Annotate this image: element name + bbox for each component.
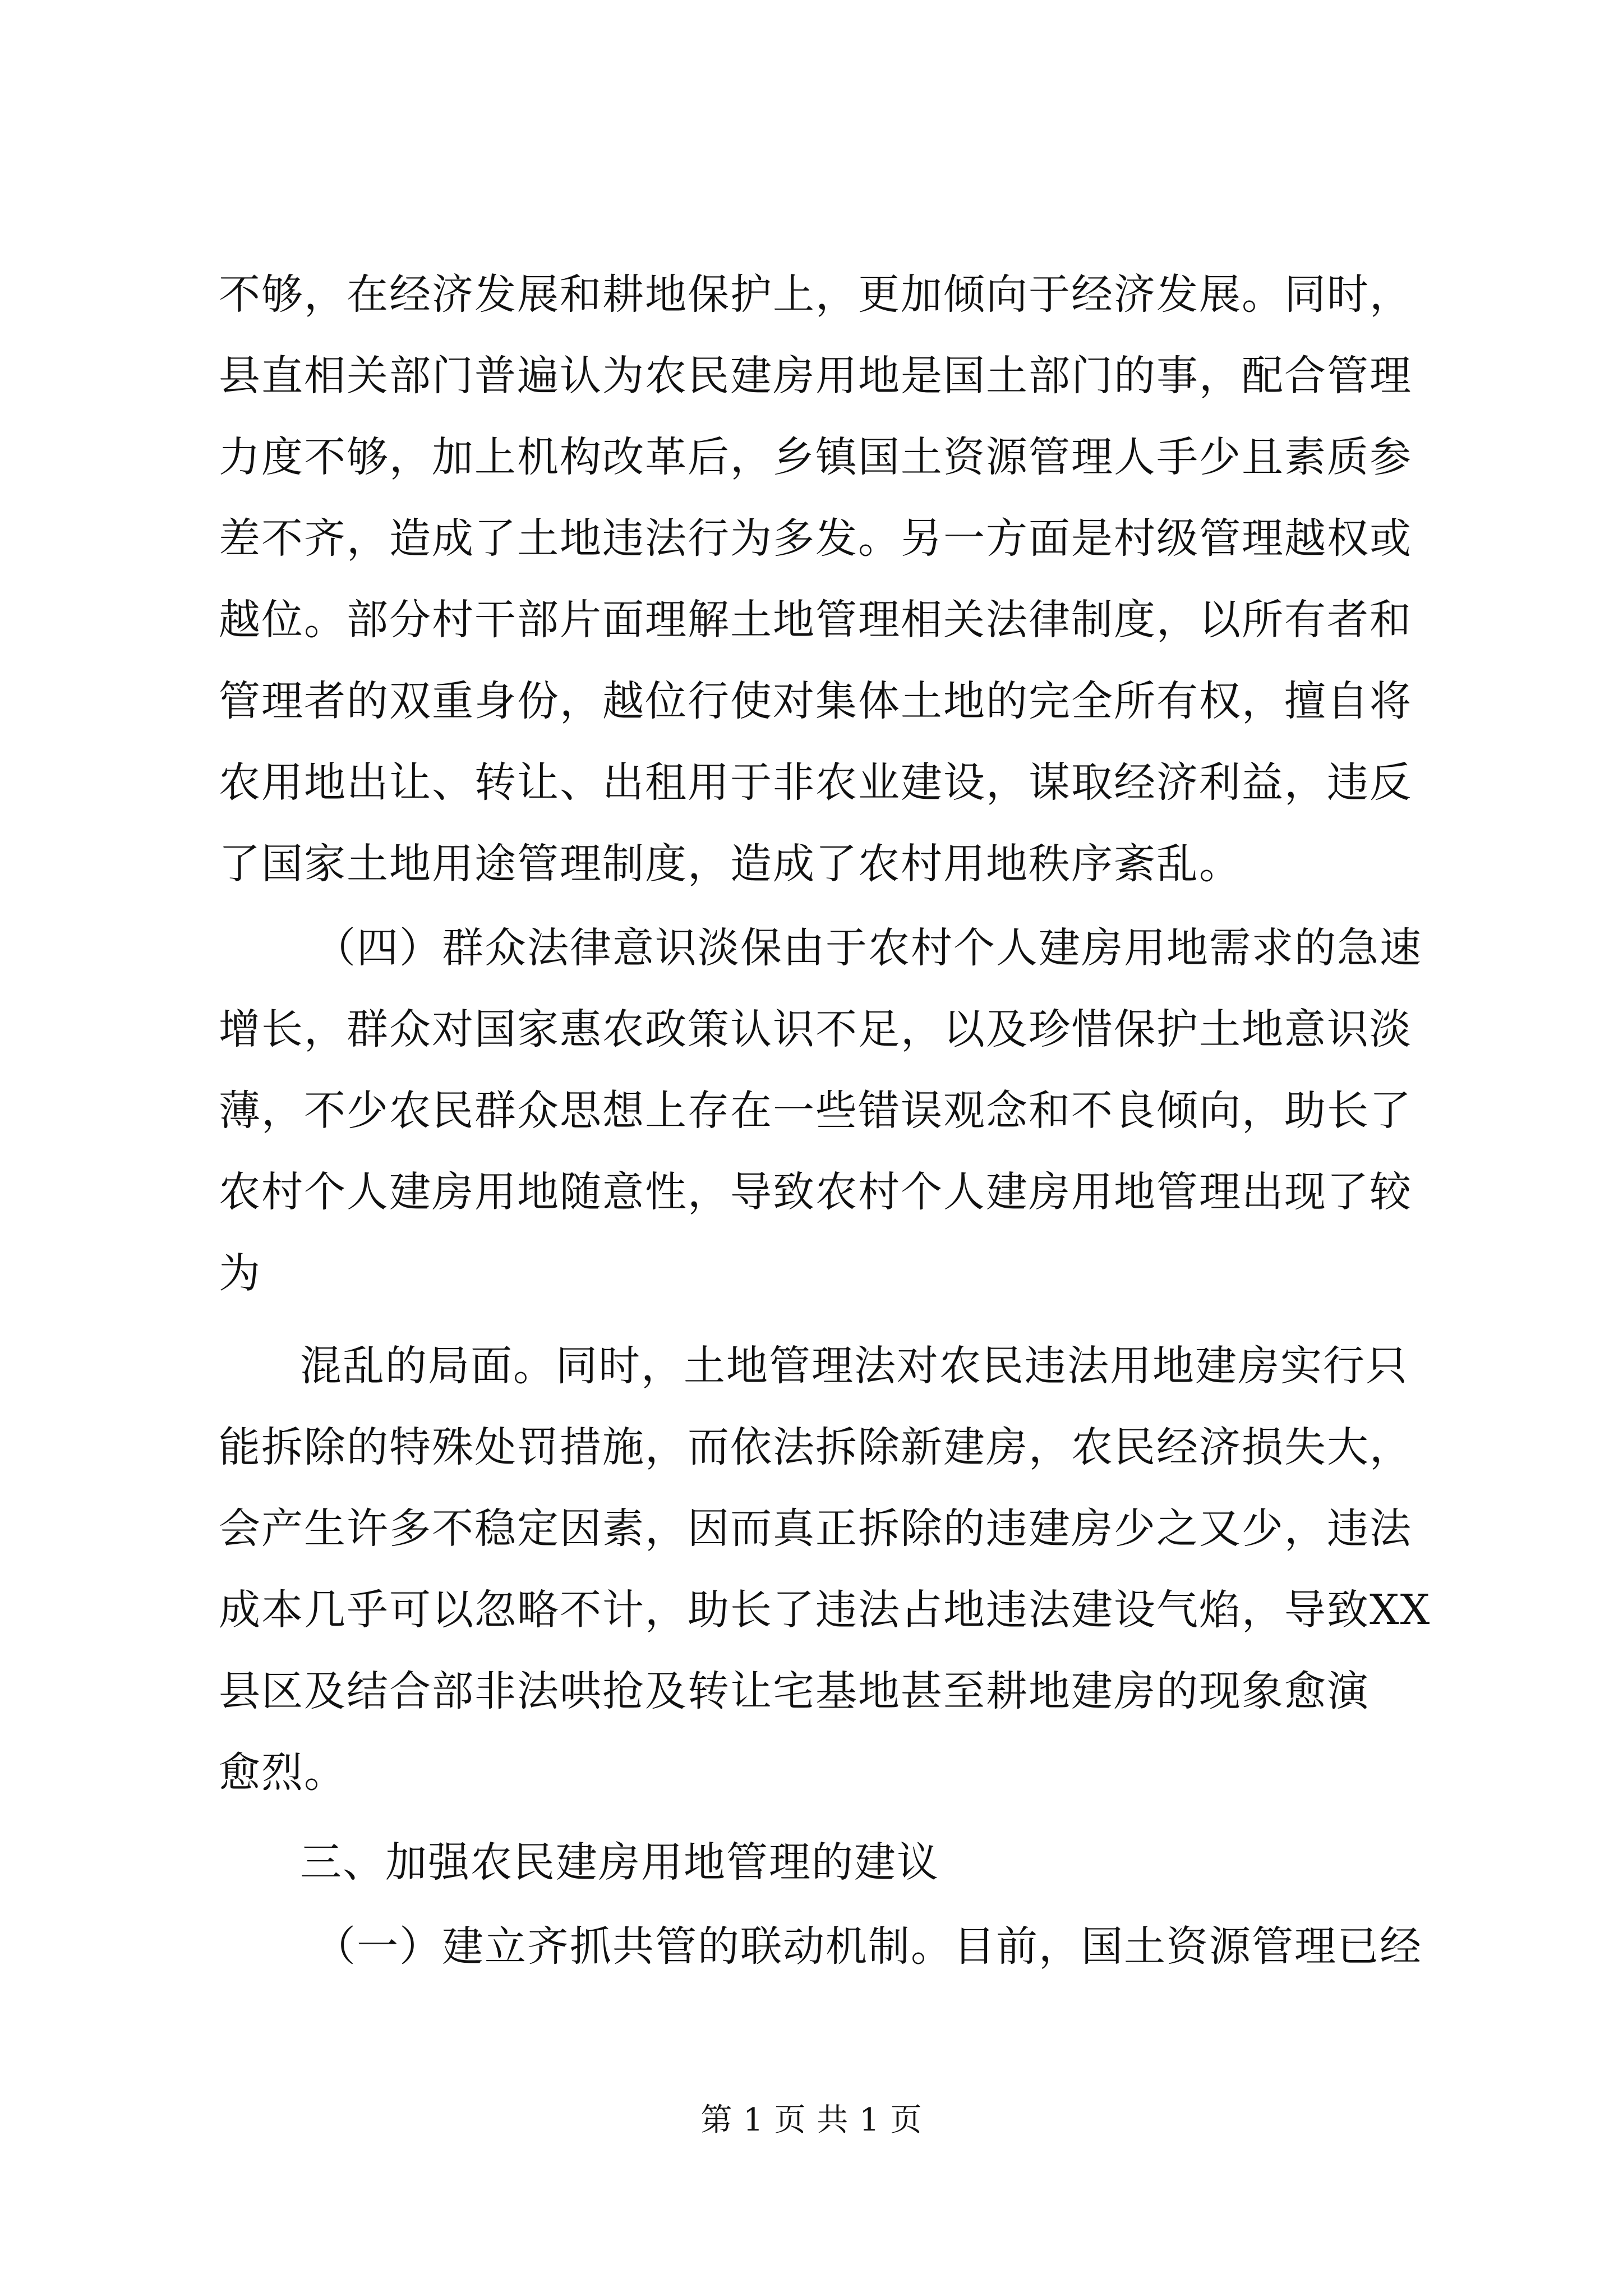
text-line: 县直相关部门普遍认为农民建房用地是国土部门的事，配合管理 xyxy=(219,352,1412,400)
text-line: 混乱的局面。同时，土地管理法对农民违法用地建房实行只 xyxy=(300,1342,1408,1390)
text-line: 管理者的双重身份，越位行使对集体土地的完全所有权，擅自将 xyxy=(219,677,1412,725)
text-line: 农用地出让、转让、出租用于非农业建设，谋取经济利益，违反 xyxy=(219,758,1412,807)
text-line: 越位。部分村干部片面理解土地管理相关法律制度，以所有者和 xyxy=(219,596,1412,644)
text-line: 不够，在经济发展和耕地保护上，更加倾向于经济发展。同时， xyxy=(219,270,1412,319)
text-line: 增长，群众对国家惠农政策认识不足，以及珍惜保护土地意识淡 xyxy=(219,1005,1412,1053)
text-line: 愈烈。 xyxy=(219,1749,347,1797)
text-line: 为 xyxy=(219,1249,261,1297)
page-footer: 第 1 页 共 1 页 xyxy=(700,2102,923,2138)
text-line: 县区及结合部非法哄抢及转让宅基地甚至耕地建房的现象愈演 xyxy=(219,1667,1370,1715)
subsection-heading: （一）建立齐抓共管的联动机制。目前，国土资源管理已经 xyxy=(314,1922,1422,1971)
text-line: 差不齐，造成了土地违法行为多发。另一方面是村级管理越权或 xyxy=(219,514,1412,563)
text-line: （四）群众法律意识淡保由于农村个人建房用地需求的急速 xyxy=(314,924,1422,972)
text-line: 了国家土地用途管理制度，造成了农村用地秩序紊乱。 xyxy=(219,840,1242,888)
text-line: 会产生许多不稳定因素，因而真正拆除的违建房少之又少，违法 xyxy=(219,1504,1412,1553)
section-heading: 三、加强农民建房用地管理的建议 xyxy=(300,1838,939,1887)
text-line: 薄，不少农民群众思想上存在一些错误观念和不良倾向，助长了 xyxy=(219,1087,1412,1135)
text-line: 能拆除的特殊处罚措施，而依法拆除新建房，农民经济损失大， xyxy=(219,1423,1412,1471)
text-line: 农村个人建房用地随意性，导致农村个人建房用地管理出现了较 xyxy=(219,1168,1412,1216)
text-line: 力度不够，加上机构改革后，乡镇国土资源管理人手少且素质参 xyxy=(219,433,1412,481)
text-line: 成本几乎可以忽略不计，助长了违法占地违法建设气焰，导致XX xyxy=(219,1586,1431,1634)
